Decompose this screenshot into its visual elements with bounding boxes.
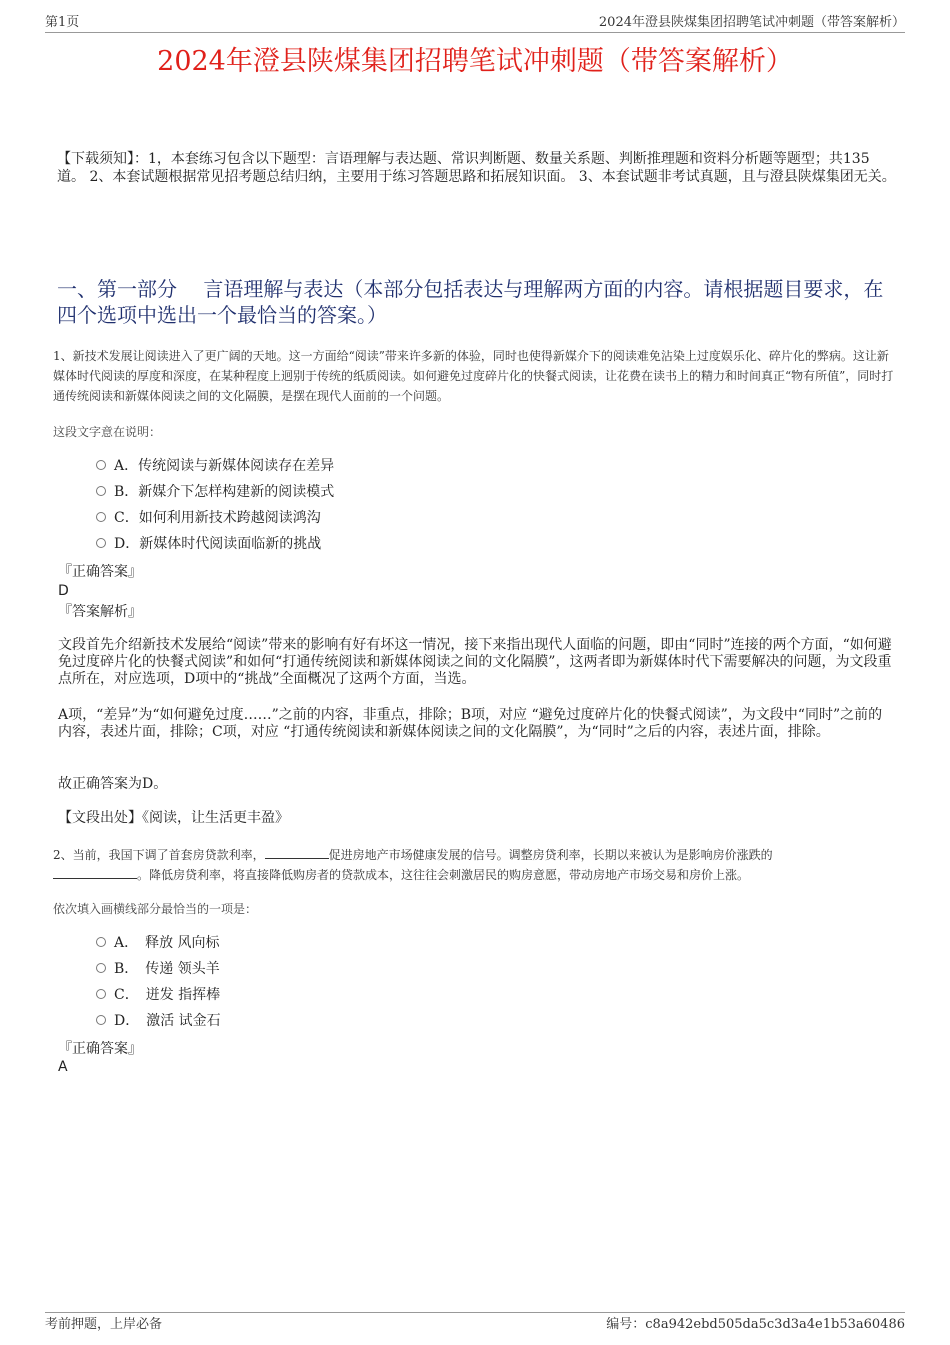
option-label: B．新媒介下怎样构建新的阅读模式 [114, 484, 335, 500]
option-label: D．新媒体时代阅读面临新的挑战 [114, 536, 322, 552]
radio-icon[interactable] [96, 460, 106, 470]
option-label: D． 激活 试金石 [114, 1013, 221, 1029]
question-1-prompt: 这段文字意在说明： [53, 425, 162, 439]
document-title: 2024年澄县陕煤集团招聘笔试冲刺题（带答案解析） [157, 46, 793, 77]
question-2-option-a[interactable] [96, 934, 220, 952]
question-2-option-b[interactable] [96, 960, 220, 978]
radio-icon[interactable] [96, 963, 106, 973]
question-1-text: 1、新技术发展让阅读进入了更广阔的天地。这一方面给“阅读”带来许多新的体验，同时也使得新媒介下的阅读难免沾染上过度娱乐化、碎片化的弊病。这让新媒体时代阅读的厚度和深度，在某种程度上迥别于传统的纸质阅读。如何避免过度碎片化的快餐式阅读，让花费在读书上的精力和时间真正“物有所值”，同时打通传统阅读和新媒体阅读之间的文化隔膜，是摆在现代人面前的一个问题。 [53, 349, 894, 403]
analysis-conclusion: 故正确答案为D。 [58, 776, 168, 792]
question-2-option-d[interactable] [96, 1012, 221, 1030]
radio-icon[interactable] [96, 538, 106, 548]
analysis-paragraph: A项，“差异”为“如何避免过度……”之前的内容，非重点，排除；B项，对应 “避免过度碎片化的快餐式阅读”，为文段中“同时”之前的内容，表述片面，排除；C项，对应 “打通传统阅读和新媒体阅读之间的文化隔膜”，为“同时”之后的内容，表述片面，排除。 [58, 707, 883, 740]
page-header [45, 14, 905, 33]
question-1-option-d[interactable] [96, 535, 321, 553]
page-footer [45, 1312, 905, 1333]
option-label: B． 传递 领头羊 [114, 961, 220, 977]
question-1-answer: D [58, 583, 69, 599]
radio-icon[interactable] [96, 937, 106, 947]
radio-icon[interactable] [96, 512, 106, 522]
question-1-option-c[interactable] [96, 509, 321, 527]
question-1-answer-label: 『正确答案』 [58, 564, 142, 580]
page-number: 第1页 [45, 15, 80, 30]
footer-slogan: 考前押题，上岸必备 [45, 1317, 163, 1332]
question-2-prompt: 依次填入画横线部分最恰当的一项是： [53, 902, 258, 916]
question-2-text: 2、当前，我国下调了首套房贷款利率， 促进房地产市场健康发展的信号。调整房贷利率，长期以来被认为是影响房价涨跌的 。降低房贷利率，将直接降低购房者的贷款成本，这往往会刺激居民的购房意愿，带动房地产市场交易和房价上涨。 [53, 848, 773, 882]
fill-blank-2 [53, 866, 137, 879]
question-1-option-b[interactable] [96, 483, 334, 501]
radio-icon[interactable] [96, 486, 106, 496]
analysis-paragraph: 文段首先介绍新技术发展给“阅读”带来的影响有好有坏这一情况，接下来指出现代人面临的问题，即由“同时”连接的两个方面，“如何避免过度碎片化的快餐式阅读”和如何“打通传统阅读和新媒体阅读之间的文化隔膜”，这两者即为新媒体时代下需要解决的问题，为文段重点所在，对应选项，D项中的“挑战”全面概况了这两个方面，当选。 [58, 637, 892, 687]
question-1-option-a[interactable] [96, 457, 334, 475]
question-2-answer: A [58, 1059, 68, 1075]
radio-icon[interactable] [96, 989, 106, 999]
question-2-option-c[interactable] [96, 986, 220, 1004]
footer-doc-id: 编号：c8a942ebd505da5c3d3a4e1b53a60486 [606, 1317, 905, 1332]
option-label: A． 释放 风向标 [114, 935, 220, 951]
download-notice: 【下载须知】：1，本套练习包含以下题型：言语理解与表达题、常识判断题、数量关系题、判断推理题和资料分析题等题型；共135道。 2、本套试题根据常见招考题总结归纳，主要用于练习答题思路和拓展知识面。 3、本套试题非考试真题，且与澄县陕煤集团无关。 [57, 151, 896, 185]
header-doc-title: 2024年澄县陕煤集团招聘笔试冲刺题（带答案解析） [598, 15, 905, 30]
question-2-answer-label: 『正确答案』 [58, 1041, 142, 1057]
option-label: A．传统阅读与新媒体阅读存在差异 [114, 458, 335, 474]
radio-icon[interactable] [96, 1015, 106, 1025]
question-1-analysis-label: 『答案解析』 [58, 604, 142, 620]
option-label: C． 迸发 指挥棒 [114, 987, 221, 1003]
section-heading: 一、第一部分 言语理解与表达（本部分包括表达与理解两方面的内容。请根据题目要求，在四个选项中选出一个最恰当的答案。） [57, 277, 884, 327]
fill-blank-1 [265, 846, 329, 859]
option-label: C．如何利用新技术跨越阅读鸿沟 [114, 510, 321, 526]
analysis-source: 【文段出处】《阅读，让生活更丰盈》 [58, 810, 289, 826]
